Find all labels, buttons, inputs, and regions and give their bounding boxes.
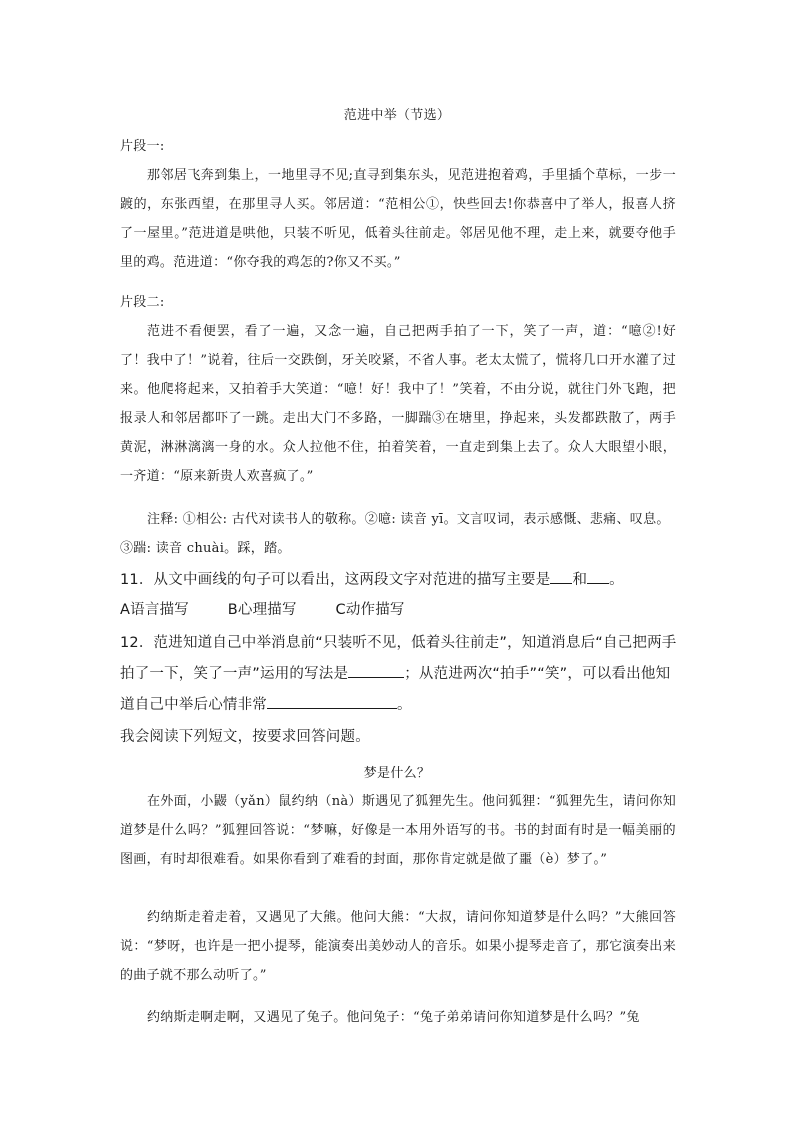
fragment-1-text: 那邻居飞奔到集上，一地里寻不见;直寻到集东头，见范进抱着鸡，手里插个草标，一步一踱的，东张西望，在那里寻人买。邻居道：“范相公①，快些回去!你恭喜中了举人，报喜人挤了一屋里。”范进道是哄他，只装不听见，低着头往前走。邻居见他不理，走上来，就要夺他手里的鸡。范进道：“你夺我的鸡怎的?你又不买。”: [120, 168, 676, 270]
question-12: [120, 628, 680, 721]
fragment-1-label: 片段一:: [120, 139, 165, 154]
option-c[interactable]: C动作描写: [335, 602, 405, 618]
passage-2-paragraph-1: 在外面，小鼹（yǎn）鼠约纳（nà）斯遇见了狐狸先生。他问狐狸：“狐狸先生，请问你知道梦是什么吗？”狐狸回答说：“梦嘛，好像是一本用外语写的书。书的封面有时是一幅美丽的图画，有时却很难看。如果你看到了难看的封面，那你肯定就是做了噩（è）梦了。”: [120, 794, 676, 867]
answer-blank[interactable]: [550, 569, 572, 584]
reading-instruction: 我会阅读下列短文，按要求回答问题。: [120, 729, 370, 745]
passage-title: 范进中举（节选）: [343, 108, 451, 123]
question-12-part1: 12．范进知道自己中举消息前“只装听不见，低着头往前走”，知道消息后“自己把两手拍了一下，笑了一声”运用的写法是: [120, 635, 677, 682]
fragment-2-text: 范进不看便罢，看了一遍，又念一遍，自己把两手拍了一下，笑了一声，道：“噫②!好了！我中了！”说着，往后一交跌倒，牙关咬紧，不省人事。老太太慌了，慌将几口开水灌了过来。他爬将起来，又拍着手大笑道：“噫！好！我中了！”笑着，不由分说，就往门外飞跑，把报录人和邻居都吓了一跳。走出大门不多路，一脚踹③在塘里，挣起来，头发都跌散了，两手黄泥，淋淋漓漓一身的水。众人拉他不住，拍着笑着，一直走到集上去了。众人大眼望小眼，一齐道：“原来新贵人欢喜疯了。”: [120, 324, 676, 484]
question-12-part3: 。: [397, 697, 412, 713]
question-11-end: 。: [609, 572, 624, 588]
option-b[interactable]: B心理描写: [227, 602, 297, 618]
question-11: [120, 565, 680, 596]
answer-blank[interactable]: [348, 663, 404, 678]
answer-blank[interactable]: [267, 694, 397, 709]
question-11-text: 11．从文中画线的句子可以看出，这两段文字对范进的描写主要是: [120, 572, 551, 588]
passage-2-title: 梦是什么？: [363, 766, 431, 781]
passage-2-paragraph-2: 约纳斯走着走着，又遇见了大熊。他问大熊：“大叔，请问你知道梦是什么吗？”大熊回答说：“梦呀，也许是一把小提琴，能演奏出美妙动人的音乐。如果小提琴走音了，那它演奏出来的曲子就不那么动听了。”: [120, 910, 676, 983]
question-11-mid: 和: [572, 572, 588, 588]
question-11-options: [120, 598, 439, 619]
passage-2-paragraph-3: 约纳斯走啊走啊，又遇见了兔子。他问兔子：“兔子弟弟请问你知道梦是什么吗？”兔: [147, 1010, 640, 1025]
annotation-notes: 注释: ①相公: 古代对读书人的敬称。②噫: 读音 yī。文言叹词，表示感慨、悲痛、叹息。③踹: 读音 chuài。踩，踏。: [120, 512, 670, 556]
question-12-part2: ；从范进两次“拍手”“笑”，可以看出他知道自己中举后心情非常: [120, 666, 671, 713]
fragment-2-label: 片段二:: [120, 295, 165, 310]
option-a[interactable]: A语言描写: [120, 602, 189, 618]
answer-blank[interactable]: [587, 569, 609, 584]
